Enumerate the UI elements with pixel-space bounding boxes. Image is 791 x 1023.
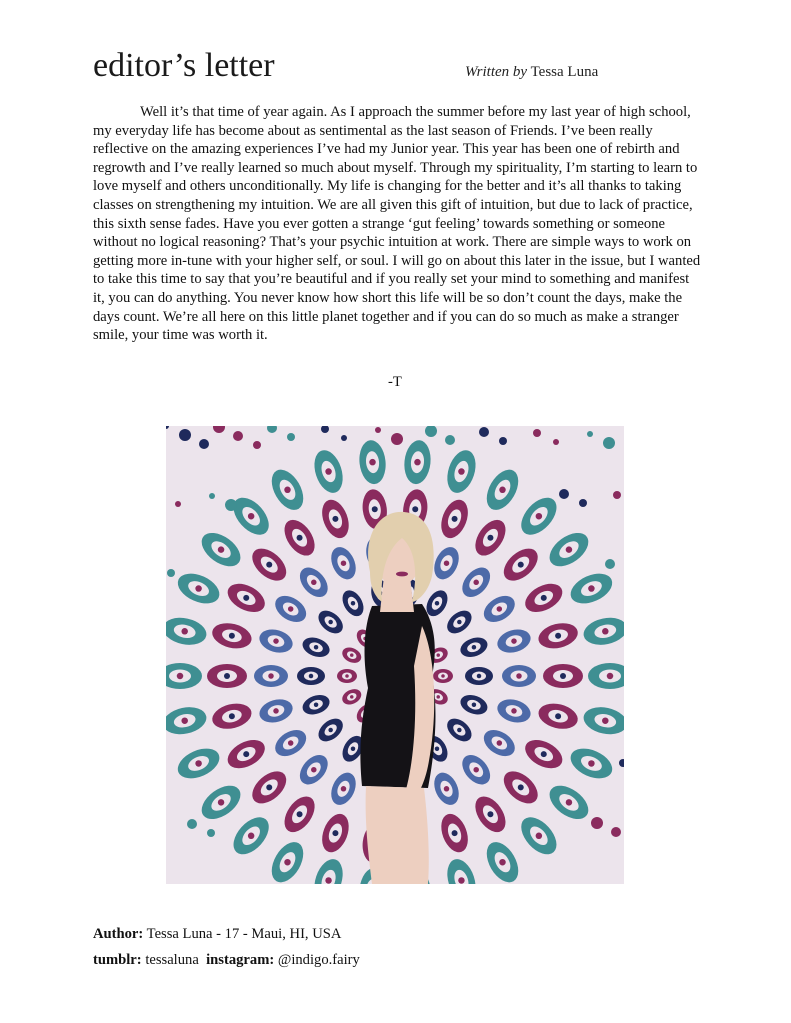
floral-dot <box>187 819 197 829</box>
mandala-dot <box>566 546 573 553</box>
mandala-dot <box>536 833 543 840</box>
tumblr-handle: tessaluna <box>145 952 199 968</box>
mandala-dot <box>518 784 524 790</box>
mandala-dot <box>555 713 561 719</box>
author-value: Tessa Luna - 17 - Maui, HI, USA <box>146 926 342 942</box>
mandala-dot <box>457 620 462 625</box>
mandala-dot <box>458 468 465 475</box>
floral-dot <box>553 439 559 445</box>
mandala-dot <box>541 595 547 601</box>
mandala-dot <box>499 487 506 494</box>
mandala-dot <box>487 811 493 817</box>
floral-dot <box>287 433 295 441</box>
floral-dot <box>533 429 541 437</box>
floral-dot <box>587 431 593 437</box>
floral-dot <box>391 433 403 445</box>
mandala-dot <box>341 560 347 566</box>
floral-dot <box>207 829 215 837</box>
mandala-dot <box>472 645 477 650</box>
mandala-dot <box>414 459 421 466</box>
floral-dot <box>559 489 569 499</box>
mandala-dot <box>487 535 493 541</box>
mandala-dot <box>372 506 378 512</box>
mandala-dot <box>473 767 479 773</box>
social-line <box>93 947 360 973</box>
floral-dot <box>611 827 621 837</box>
floral-dot <box>375 427 381 433</box>
mandala-dot <box>602 717 609 724</box>
floral-dot <box>175 501 181 507</box>
floral-dot <box>591 817 603 829</box>
floral-dot <box>605 559 615 569</box>
instagram-label: instagram: <box>206 952 275 968</box>
mandala-dot <box>224 673 230 679</box>
mandala-dot <box>435 746 440 751</box>
mandala-dot <box>444 560 450 566</box>
floral-dot <box>233 431 243 441</box>
mandala-dot <box>412 506 418 512</box>
byline-name: Tessa Luna <box>530 64 599 80</box>
mandala-dot <box>309 674 314 679</box>
mandala-dot <box>266 784 272 790</box>
mandala-dot <box>311 767 317 773</box>
floral-dot <box>199 439 209 449</box>
mandala-dot <box>341 786 347 792</box>
mandala-dot <box>273 708 279 714</box>
instagram-handle: @indigo.fairy <box>277 952 360 968</box>
mandala-dot <box>273 638 279 644</box>
author-label: Author: <box>93 926 144 942</box>
mandala-dot <box>516 673 522 679</box>
mandala-dot <box>351 601 356 606</box>
mandala-dot <box>345 674 349 678</box>
floral-dot <box>613 491 621 499</box>
tumblr-label: tumblr: <box>93 952 142 968</box>
mandala-dot <box>243 751 249 757</box>
floral-dot <box>341 435 347 441</box>
mandala-dot <box>458 877 465 884</box>
mandala-dot <box>288 606 294 612</box>
mandala-dot <box>248 513 255 520</box>
author-line <box>93 921 360 947</box>
mandala-dot <box>297 535 303 541</box>
mandala-dot <box>497 740 503 746</box>
mandala-dot <box>588 760 595 767</box>
mandala-dot <box>218 799 225 806</box>
mandala-dot <box>314 702 319 707</box>
mandala-dot <box>602 628 609 635</box>
mandala-dot <box>297 811 303 817</box>
mandala-dot <box>607 673 614 680</box>
mandala-dot <box>350 695 354 699</box>
mandala-dot <box>284 859 291 866</box>
mandala-dot <box>195 760 202 767</box>
legs <box>366 786 429 884</box>
floral-dot <box>603 437 615 449</box>
mandala-dot <box>497 606 503 612</box>
letter-signoff: -T <box>388 374 402 390</box>
mandala-dot <box>229 633 235 639</box>
floral-dot <box>445 435 455 445</box>
mandala-dot <box>328 728 333 733</box>
mandala-dot <box>436 695 440 699</box>
mandala-dot <box>314 645 319 650</box>
floral-dot <box>167 569 175 577</box>
mandala-dot <box>351 746 356 751</box>
mandala-dot <box>457 728 462 733</box>
mandala-dot <box>332 516 338 522</box>
mandala-dot <box>181 628 188 635</box>
mandala-dot <box>477 674 482 679</box>
mandala-dot <box>350 653 354 657</box>
floral-dot <box>499 437 507 445</box>
byline-label: Written by <box>465 64 528 80</box>
mandala-tapestry-portrait <box>166 426 624 884</box>
mandala-dot <box>328 620 333 625</box>
byline <box>465 62 598 82</box>
floral-dot <box>253 441 261 449</box>
mandala-dot <box>268 673 274 679</box>
mandala-dot <box>536 513 543 520</box>
mandala-dot <box>444 786 450 792</box>
mandala-dot <box>288 740 294 746</box>
mandala-dot <box>555 633 561 639</box>
mandala-dot <box>311 580 317 586</box>
mandala-dot <box>229 713 235 719</box>
mandala-dot <box>560 673 566 679</box>
mandala-dot <box>243 595 249 601</box>
page-title: editor’s letter <box>93 47 275 84</box>
mandala-dot <box>325 877 332 884</box>
mandala-dot <box>452 516 458 522</box>
floral-dot <box>225 499 237 511</box>
mandala-dot <box>566 799 573 806</box>
portrait-photo <box>166 426 624 884</box>
woman-figure <box>360 512 435 884</box>
credits <box>93 921 360 973</box>
mandala-dot <box>441 674 445 678</box>
mandala-dot <box>436 653 440 657</box>
mandala-dot <box>266 562 272 568</box>
mandala-dot <box>325 468 332 475</box>
mandala-dot <box>499 859 506 866</box>
mandala-dot <box>511 638 517 644</box>
mandala-dot <box>181 717 188 724</box>
lips <box>396 572 408 577</box>
mandala-dot <box>177 673 184 680</box>
mandala-dot <box>284 487 291 494</box>
floral-dot <box>579 499 587 507</box>
mandala-dot <box>452 830 458 836</box>
floral-dot <box>479 427 489 437</box>
mandala-dot <box>218 546 225 553</box>
mandala-dot <box>518 562 524 568</box>
letter-body: Well it’s that time of year again. As I approach the summer before my last year of high school, my everyday life has become about as sentimental as the last season of Friends. I’ve been really reflective on the amazing experiences I’ve had my Junior year. This year has been one of rebirth and regrowth and I’ve really learned so much about myself. Through my spirituality, I’m starting to learn to love myself and others unconditionally. My life is changing for the better and it’s all thanks to taking classes on strengthening my intuition. We are all given this gift of intuition, but due to lack of practice, this sixth sense fades. Have you ever gotten a strange ‘gut feeling’ towards something or someone without no logical reasoning? That’s your psychic intuition at work. There are simple ways to work on getting more in-tune with your higher self, or soul. I will go on about this later in the issue, but I wanted to take this time to say that you’re beautiful and if you really set your mind to something and manifest it, you can do anything. You never know how short this life will be so don’t count the days, make the days count. We’re all here on this little planet together and if you can do so much as make a stranger smile, your time was worth it. <box>93 104 701 344</box>
mandala-dot <box>369 459 376 466</box>
mandala-dot <box>195 585 202 592</box>
mandala-dot <box>473 580 479 586</box>
mandala-dot <box>435 601 440 606</box>
mandala-dot <box>588 585 595 592</box>
mandala-dot <box>472 702 477 707</box>
mandala-dot <box>541 751 547 757</box>
floral-dot <box>179 429 191 441</box>
mandala-dot <box>332 830 338 836</box>
mandala-dot <box>248 833 255 840</box>
floral-dot <box>209 493 215 499</box>
mandala-dot <box>511 708 517 714</box>
